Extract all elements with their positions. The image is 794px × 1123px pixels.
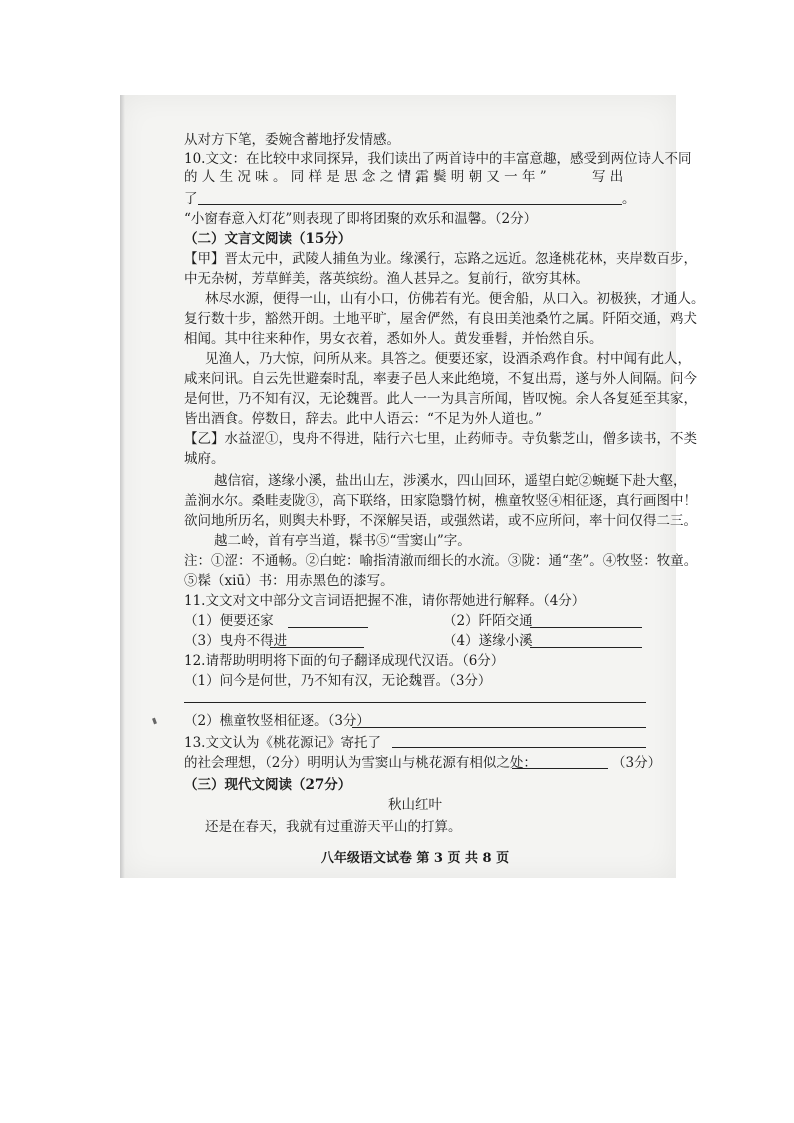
- answer-blank[interactable]: [530, 627, 642, 628]
- answer-blank[interactable]: [530, 647, 642, 648]
- passage-yi-line: 欲问地所历名，则舆夫朴野，不深解吴语，或强然诺，或不应所问，率十问仅得二三。: [184, 513, 697, 529]
- article-title: 秋山红叶: [388, 797, 442, 813]
- passage-jia-line: 林尽水源，便得一山，山有小口，仿佛若有光。便舍船，从口入。初极狭，才通人。: [205, 291, 705, 307]
- question-10: 10.文文：在比较中求同探异，我们读出了两首诗中的丰富意趣，感受到两位诗人不同: [184, 151, 692, 167]
- sub-question: （2）樵童牧竖相征逐。（3分）: [184, 713, 370, 729]
- passage-yi-line: 城府。: [184, 451, 225, 467]
- sub-question: （3）曳舟不得进: [184, 633, 288, 649]
- text-line: 写 出: [592, 169, 624, 185]
- passage-yi-line: 盖涧水尔。桑畦麦陇③，高下联络，田家隐翳竹树，樵童牧竖④相征逐，真行画图中！: [184, 493, 697, 509]
- answer-blank[interactable]: [288, 627, 368, 628]
- passage-yi-line: 【乙】水益涩①，曳舟不得进，陆行六七里，止药师寺。寺负紫芝山，僧多读书，不类: [184, 431, 697, 447]
- sub-question: （1）问今是何世，乃不知有汉，无论魏晋。（3分）: [184, 673, 492, 689]
- annotation-line: ⑤髹（xiū）书：用赤黑色的漆写。: [184, 573, 394, 589]
- sub-question: （1）便要还家: [184, 613, 274, 629]
- annotation-line: 注：①涩：不通畅。②白蛇：喻指清澈而细长的水流。③陇：通“垄”。④牧竖：牧童。: [184, 553, 698, 569]
- passage-jia-line: 咸来问讯。自云先世避秦时乱，率妻子邑人来此绝境，不复出焉，遂与外人间隔。问今: [184, 371, 697, 387]
- page-shadow-edge: [120, 95, 125, 878]
- question-12: 12.请帮助明明将下面的句子翻译成现代汉语。（6分）: [184, 653, 505, 669]
- quote-text: “ 霜 鬓 明 朝 又 一 年 ”: [404, 169, 547, 185]
- question-13: 13.文文认为《桃花源记》寄托了: [184, 735, 381, 751]
- passage-jia-line: 皆出酒食。停数日，辞去。此中人语云：“不足为外人道也。”: [184, 411, 543, 427]
- passage-jia-line: 是何世，乃不知有汉，无论魏晋。此人一一为具言所闻，皆叹惋。余人各复延至其家，: [184, 391, 697, 407]
- text-line: 的社会理想，（2分）明明认为雪窦山与桃花源有相似之处：: [184, 755, 537, 771]
- text-line: 的 人 生 况 味 。 同 样 是 思 念 之 情 ，: [184, 169, 429, 185]
- section-heading: （二）文言文阅读（15分）: [184, 231, 352, 247]
- passage-jia-line: 见渔人，乃大惊，问所从来。具答之。便要还家，设酒杀鸡作食。村中闻有此人，: [205, 351, 691, 367]
- passage-yi-line: 越信宿，遂缘小溪，盐出山左，涉溪水，四山回环，遥望白蛇②蜿蜒下赴大壑，: [214, 473, 687, 489]
- sub-question: （4）遂缘小溪: [443, 633, 533, 649]
- text-line: 从对方下笔，委婉含蓄地抒发情感。: [184, 132, 400, 148]
- answer-blank[interactable]: [198, 204, 622, 205]
- text-line: 。: [622, 191, 636, 207]
- article-paragraph: 还是在春天，我就有过重游天平山的打算。: [205, 819, 462, 835]
- passage-jia-line: 复行数十步，豁然开朗。土地平旷，屋舍俨然，有良田美池桑竹之属。阡陌交通，鸡犬: [184, 311, 697, 327]
- passage-jia-line: 中无杂树，芳草鲜美，落英缤纷。渔人甚异之。复前行，欲穷其林。: [184, 271, 589, 287]
- answer-blank[interactable]: [512, 768, 608, 769]
- section-heading: （三）现代文阅读（27分）: [184, 777, 352, 793]
- text-line: 了: [184, 191, 198, 207]
- text-line: “小窗春意入灯花”则表现了即将团聚的欢乐和温馨。（2分）: [184, 211, 538, 227]
- text-line: （3分）: [612, 755, 662, 771]
- answer-blank[interactable]: [184, 702, 646, 703]
- answer-blank[interactable]: [270, 647, 364, 648]
- question-11: 11.文文对文中部分文言词语把握不准，请你帮她进行解释。（4分）: [184, 593, 586, 609]
- answer-blank[interactable]: [352, 727, 646, 728]
- passage-yi-line: 越二岭，首有亭当道，髹书⑤“雪窦山”字。: [214, 533, 471, 549]
- page-footer: 八年级语文试卷 第 3 页 共 8 页: [320, 851, 510, 866]
- answer-blank[interactable]: [392, 747, 646, 748]
- passage-jia-line: 相闻。其中往来种作，男女衣着，悉如外人。黄发垂髫，并怡然自乐。: [184, 331, 603, 347]
- sub-question: （2）阡陌交通: [443, 613, 533, 629]
- passage-jia-line: 【甲】晋太元中，武陵人捕鱼为业。缘溪行，忘路之远近。忽逢桃花林，夹岸数百步，: [184, 251, 697, 267]
